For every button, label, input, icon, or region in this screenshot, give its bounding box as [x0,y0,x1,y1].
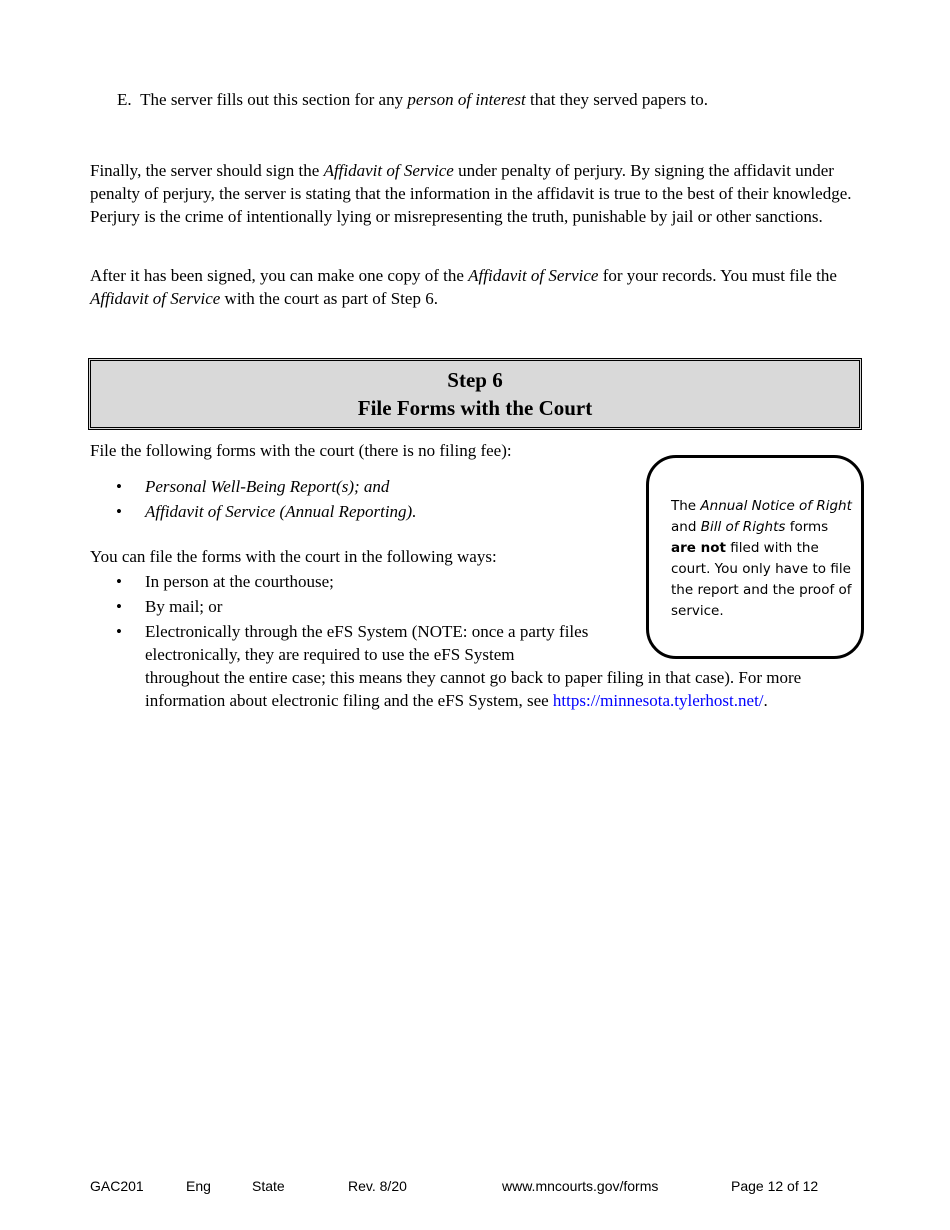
italic-run: Affidavit of Service [323,161,454,180]
text-run: under penalty of perjury. By signing the affidavit under penalty of perjury, the server is stating that the information in the affidavit is true to the best of their knowledge. Perjury is the crime of intentionally lying or misrepresenting the truth, punishable by jail or other sanctions. [90,161,852,226]
text-run: and [671,519,701,535]
item-text-end: that they served papers to. [525,90,708,109]
electronic-line: Electronically through the eFS System (NOTE: once a party files [145,622,589,641]
electronic-line: electronically, they are required to use the eFS System [145,645,515,664]
file-intro: File the following forms with the court (there is no filing fee): [90,441,512,460]
step-title: File Forms with the Court [357,396,593,420]
italic-run: Annual Notice of Right [700,498,852,514]
text-run: Finally, the server should sign the [90,161,324,180]
footer-website[interactable]: www.mncourts.gov/forms [502,1178,659,1194]
electronic-line: throughout the entire case; this means they cannot go back to paper filing in that case). For more [145,668,802,687]
callout-box [646,455,864,659]
ways-intro: You can file the forms with the court in the following ways: [90,547,497,566]
period: . [763,691,768,710]
footer-language: Eng [186,1178,211,1194]
italic-run: Bill of Rights [700,519,786,535]
bullet: • [116,477,122,496]
form-name: Affidavit of Service (Annual Reporting). [145,502,417,521]
text-run: with the court as part of Step 6. [220,289,438,308]
paragraph-copy [90,264,862,310]
text-run: The [671,498,701,514]
italic-run: Affidavit of Service [90,289,221,308]
paragraph-perjury [90,159,862,228]
text-run: After it has been signed, you can make one copy of the [90,266,469,285]
text-run: forms [785,519,829,535]
text-run: for your records. You must file the [598,266,837,285]
bullet: • [116,622,122,641]
item-italic: person of interest [407,90,526,109]
way-text: By mail; or [145,597,223,616]
step-number: Step 6 [447,368,503,392]
footer-revision: Rev. 8/20 [348,1178,407,1194]
electronic-line [145,689,801,712]
footer-form-id: GAC201 [90,1178,144,1194]
bullet: • [116,502,122,521]
callout-text [671,496,856,622]
bold-run: are not [671,540,726,556]
bullet: • [116,597,122,616]
footer-jurisdiction: State [252,1178,285,1194]
italic-run: Affidavit of Service [468,266,599,285]
electronic-text-run: information about electronic filing and the eFS System, see [145,691,553,710]
list-item-e [117,88,708,111]
way-text: In person at the courthouse; [145,572,334,591]
item-text: The server fills out this section for any [140,90,408,109]
step-header-box [88,358,862,430]
text-run: filed with the court. You only have to file the report and the proof of service. [671,540,852,619]
item-marker: E. [117,90,132,109]
footer-page-number: Page 12 of 12 [731,1178,819,1194]
form-name: Personal Well-Being Report(s); and [145,477,390,496]
efs-link[interactable]: https://minnesota.tylerhost.net/ [552,691,764,710]
bullet: • [116,572,122,591]
